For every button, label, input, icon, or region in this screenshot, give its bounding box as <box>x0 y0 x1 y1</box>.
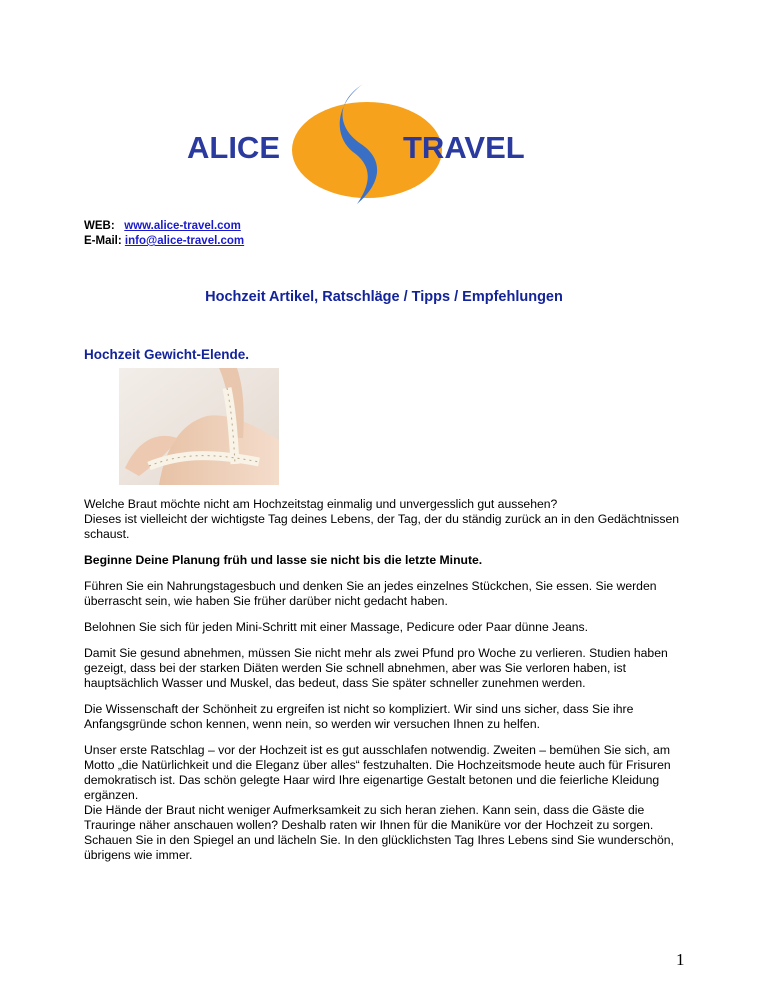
email-link[interactable]: info@alice-travel.com <box>124 235 245 247</box>
article-body <box>84 497 684 874</box>
document-title: Hochzeit Artikel, Ratschläge / Tipps / Empfehlungen <box>205 289 563 305</box>
paragraph-5: Unser erste Ratschlag – vor der Hochzeit ist es gut ausschlafen notwendig. Zweiten – bemühen Sie sich, am Motto „die Natürlichkeit und die Eleganz über alles“ festzuhalten. Die Hochzeitsmode heute auch für Frisuren demokratisch ist. Das schön gelegte Haar wird Ihre eigenartige Gestalt betonen und die feierliche Kleidung ergänzen. <box>84 743 671 802</box>
paragraph-4: Die Wissenschaft der Schönheit zu ergreifen ist nicht so kompliziert. Wir sind uns sicher, dass Sie ihre Anfangsgründe schon kennen, wenn nein, so werden wir versuchen Ihnen zu helfen. <box>84 702 634 731</box>
logo-word-right: TRAVEL <box>403 130 525 165</box>
paragraph-intro-1: Welche Braut möchte nicht am Hochzeitstag einmalig und unvergesslich gut aussehen? <box>84 497 558 511</box>
paragraph-intro-2: Dieses ist vielleicht der wichtigste Tag deines Lebens, der Tag, der du ständig zurück an in den Gedächtnissen schaust. <box>84 512 680 541</box>
email-label: E-Mail: <box>84 235 122 247</box>
paragraph-3: Damit Sie gesund abnehmen, müssen Sie nicht mehr als zwei Pfund pro Woche zu verlieren. Studien haben gezeigt, dass bei der starken Diäten werden Sie schnell abnehmen, aber was Sie verloren haben, ist hauptsächlich Wasser und Muskel, das bedeut, dass Sie später schneller zunehmen werden. <box>84 646 668 690</box>
section-title: Hochzeit Gewicht-Elende. <box>84 347 250 362</box>
logo-word-left: ALICE <box>187 130 280 165</box>
alice-travel-logo <box>185 80 555 205</box>
logo-graphic <box>185 80 555 205</box>
contact-block <box>84 219 244 249</box>
photo-illustration <box>119 368 279 485</box>
paragraph-2: Belohnen Sie sich für jeden Mini-Schritt mit einer Massage, Pedicure oder Paar dünne Jeans. <box>84 620 589 634</box>
measuring-tape-photo <box>119 368 279 485</box>
paragraph-heading: Beginne Deine Planung früh und lasse sie nicht bis die letzte Minute. <box>84 553 483 567</box>
email-row <box>84 234 244 249</box>
paragraph-1: Führen Sie ein Nahrungstagesbuch und denken Sie an jedes einzelnes Stückchen, Sie essen. Sie werden überrascht sein, wie haben Sie früher darüber nicht gedacht haben. <box>84 579 657 608</box>
web-row <box>84 219 244 234</box>
page-number: 1 <box>676 950 685 969</box>
web-label: WEB: <box>84 220 115 232</box>
web-link[interactable]: www.alice-travel.com <box>124 220 241 232</box>
paragraph-6: Die Hände der Braut nicht weniger Aufmerksamkeit zu sich heran ziehen. Kann sein, dass die Gäste die Trauringe näher anschauen wollen? Deshalb raten wir Ihnen für die Maniküre vor der Hochzeit zu sorgen. Schauen Sie in den Spiegel an und lächeln Sie. In den glücklichsten Tag Ihres Lebens sind Sie wunderschön, übrigens wie immer. <box>84 803 674 862</box>
